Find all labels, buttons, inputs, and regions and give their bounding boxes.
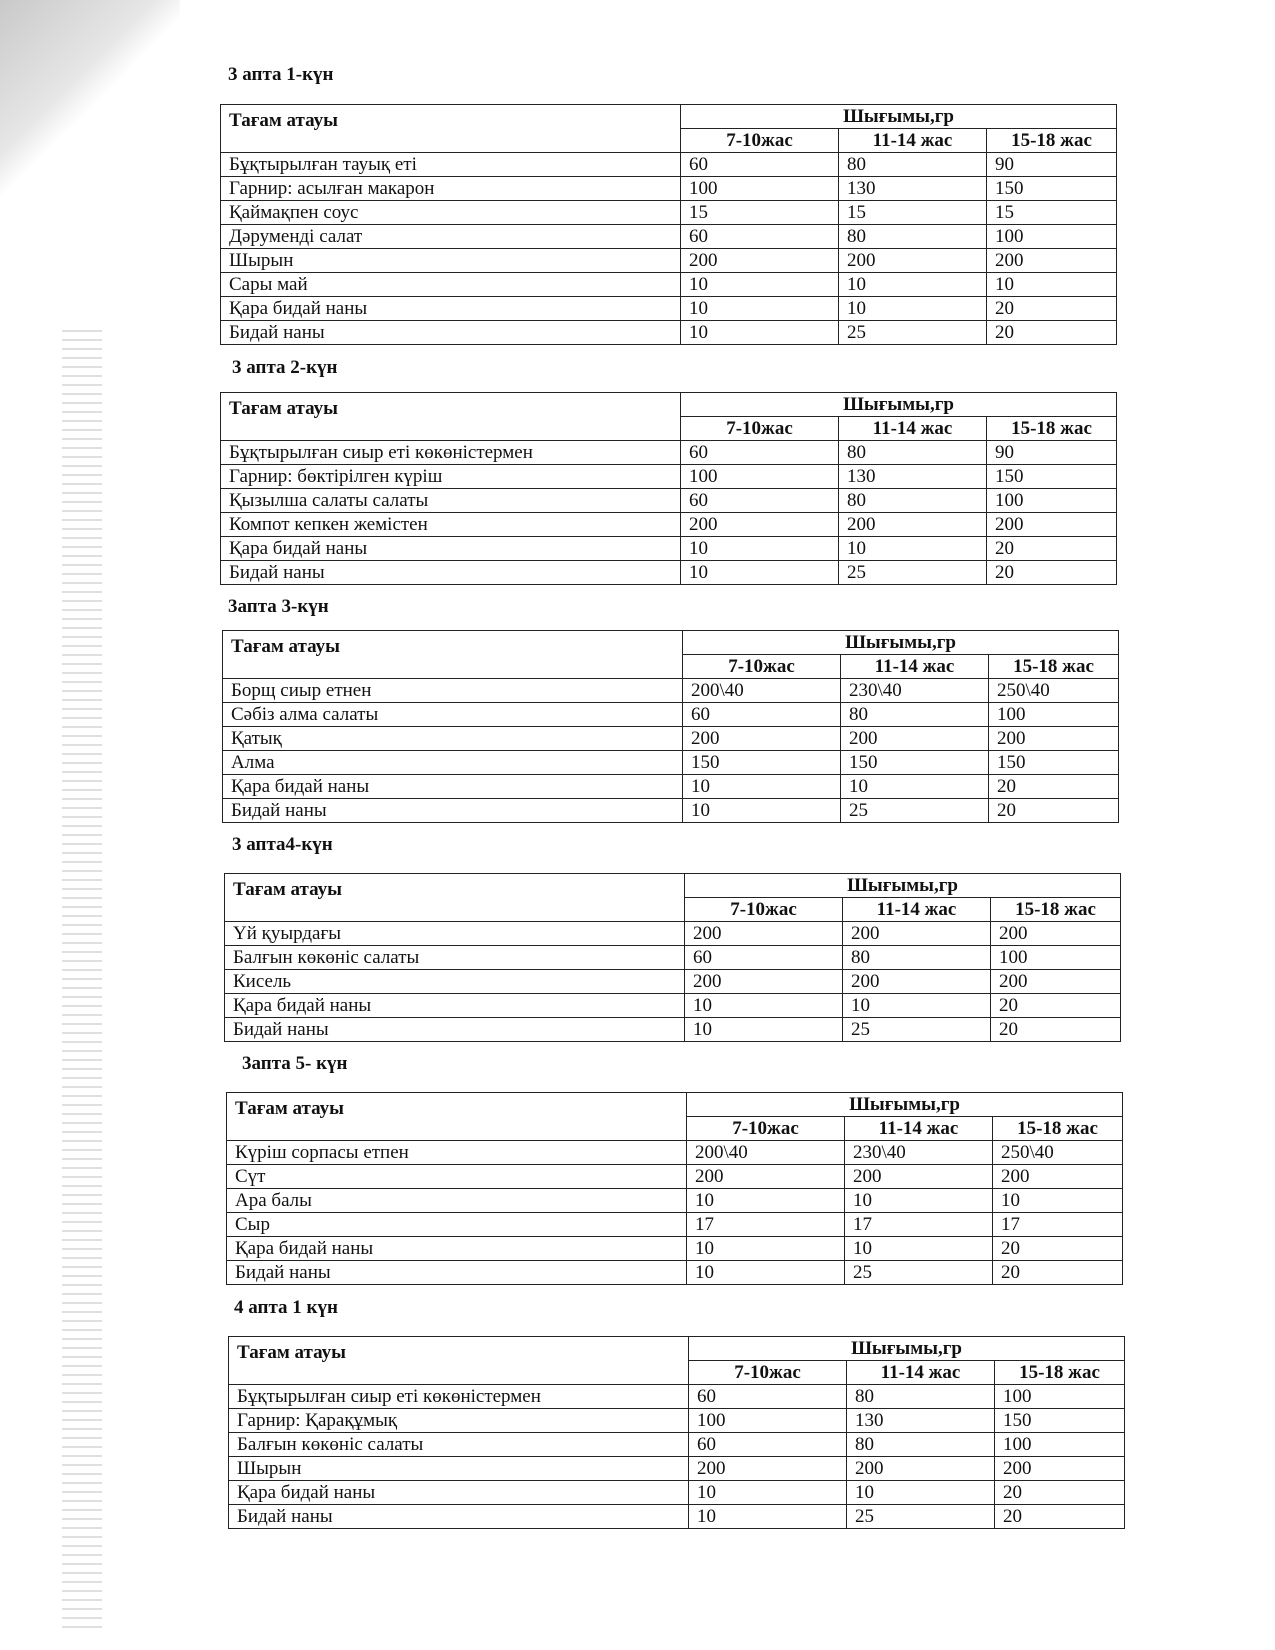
portion-value: 60 bbox=[685, 946, 843, 970]
table-row bbox=[229, 1409, 1125, 1433]
portion-value: 15 bbox=[681, 201, 839, 225]
portion-value: 90 bbox=[987, 441, 1117, 465]
portion-value: 17 bbox=[687, 1213, 845, 1237]
portion-value: 200 bbox=[841, 727, 989, 751]
dish-name: Дәруменді салат bbox=[221, 225, 681, 249]
dish-name: Балғын көкөніс салаты bbox=[225, 946, 685, 970]
dish-name: Балғын көкөніс салаты bbox=[229, 1433, 689, 1457]
menu-table bbox=[220, 104, 1117, 345]
header-row bbox=[225, 874, 1121, 898]
dish-name: Қаймақпен соус bbox=[221, 201, 681, 225]
age-group-header: 15-18 жас bbox=[991, 898, 1121, 922]
output-header: Шығымы,гр bbox=[683, 631, 1119, 655]
table-row bbox=[229, 1385, 1125, 1409]
dish-name: Үй қуырдағы bbox=[225, 922, 685, 946]
portion-value: 15 bbox=[839, 201, 987, 225]
portion-value: 200\40 bbox=[683, 679, 841, 703]
age-group-header: 15-18 жас bbox=[995, 1361, 1125, 1385]
portion-value: 100 bbox=[991, 946, 1121, 970]
portion-value: 25 bbox=[847, 1505, 995, 1529]
dish-name: Қатық bbox=[223, 727, 683, 751]
portion-value: 10 bbox=[681, 537, 839, 561]
dish-name: Сыр bbox=[227, 1213, 687, 1237]
dish-name: Қара бидай наны bbox=[221, 297, 681, 321]
dish-name: Борщ сиыр етнен bbox=[223, 679, 683, 703]
portion-value: 10 bbox=[687, 1189, 845, 1213]
table-row bbox=[221, 537, 1117, 561]
portion-value: 200 bbox=[687, 1165, 845, 1189]
output-header: Шығымы,гр bbox=[687, 1093, 1123, 1117]
portion-value: 80 bbox=[839, 441, 987, 465]
portion-value: 10 bbox=[845, 1189, 993, 1213]
portion-value: 10 bbox=[687, 1261, 845, 1285]
portion-value: 200 bbox=[685, 922, 843, 946]
portion-value: 200 bbox=[839, 249, 987, 273]
portion-value: 80 bbox=[839, 489, 987, 513]
dish-name: Гарнир: асылған макарон bbox=[221, 177, 681, 201]
portion-value: 10 bbox=[687, 1237, 845, 1261]
age-group-header: 7-10жас bbox=[681, 417, 839, 441]
portion-value: 200 bbox=[989, 727, 1119, 751]
portion-value: 100 bbox=[987, 489, 1117, 513]
table-row bbox=[227, 1213, 1123, 1237]
dish-name: Ара балы bbox=[227, 1189, 687, 1213]
portion-value: 10 bbox=[839, 297, 987, 321]
dish-name-header: Тағам атауы bbox=[229, 1337, 689, 1385]
table-row bbox=[227, 1261, 1123, 1285]
header-row bbox=[229, 1337, 1125, 1361]
portion-value: 80 bbox=[843, 946, 991, 970]
table-row bbox=[227, 1165, 1123, 1189]
portion-value: 25 bbox=[841, 799, 989, 823]
dish-name-header: Тағам атауы bbox=[223, 631, 683, 679]
header-row bbox=[227, 1093, 1123, 1117]
portion-value: 60 bbox=[681, 441, 839, 465]
portion-value: 10 bbox=[689, 1481, 847, 1505]
day-title: 3 апта4-күн bbox=[232, 834, 333, 855]
portion-value: 130 bbox=[839, 465, 987, 489]
age-group-header: 7-10жас bbox=[685, 898, 843, 922]
portion-value: 200 bbox=[839, 513, 987, 537]
table-row bbox=[221, 513, 1117, 537]
output-header: Шығымы,гр bbox=[689, 1337, 1125, 1361]
output-header: Шығымы,гр bbox=[681, 393, 1117, 417]
portion-value: 10 bbox=[839, 537, 987, 561]
table-row bbox=[225, 946, 1121, 970]
portion-value: 10 bbox=[839, 273, 987, 297]
table-row bbox=[223, 799, 1119, 823]
portion-value: 20 bbox=[991, 994, 1121, 1018]
portion-value: 17 bbox=[845, 1213, 993, 1237]
portion-value: 100 bbox=[681, 465, 839, 489]
portion-value: 25 bbox=[845, 1261, 993, 1285]
portion-value: 150 bbox=[995, 1409, 1125, 1433]
header-row bbox=[221, 393, 1117, 417]
binding-marks bbox=[62, 330, 102, 1630]
dish-name: Бұқтырылған тауық еті bbox=[221, 153, 681, 177]
dish-name: Қара бидай наны bbox=[227, 1237, 687, 1261]
dish-name: Шырын bbox=[229, 1457, 689, 1481]
dish-name: Қара бидай наны bbox=[221, 537, 681, 561]
portion-value: 200 bbox=[987, 513, 1117, 537]
dish-name: Компот кепкен жемістен bbox=[221, 513, 681, 537]
dish-name: Қара бидай наны bbox=[223, 775, 683, 799]
table-row bbox=[221, 273, 1117, 297]
portion-value: 150 bbox=[989, 751, 1119, 775]
portion-value: 25 bbox=[843, 1018, 991, 1042]
portion-value: 100 bbox=[689, 1409, 847, 1433]
portion-value: 230\40 bbox=[841, 679, 989, 703]
portion-value: 150 bbox=[987, 465, 1117, 489]
dish-name: Қызылша салаты салаты bbox=[221, 489, 681, 513]
portion-value: 80 bbox=[839, 225, 987, 249]
portion-value: 17 bbox=[993, 1213, 1123, 1237]
portion-value: 200 bbox=[685, 970, 843, 994]
table-row bbox=[221, 177, 1117, 201]
portion-value: 25 bbox=[839, 321, 987, 345]
portion-value: 20 bbox=[989, 799, 1119, 823]
age-group-header: 15-18 жас bbox=[993, 1117, 1123, 1141]
portion-value: 20 bbox=[991, 1018, 1121, 1042]
table-row bbox=[221, 441, 1117, 465]
table-row bbox=[229, 1481, 1125, 1505]
header-row bbox=[221, 105, 1117, 129]
portion-value: 80 bbox=[847, 1433, 995, 1457]
age-group-header: 11-14 жас bbox=[847, 1361, 995, 1385]
portion-value: 200 bbox=[689, 1457, 847, 1481]
table-row bbox=[221, 201, 1117, 225]
portion-value: 20 bbox=[995, 1481, 1125, 1505]
portion-value: 10 bbox=[843, 994, 991, 1018]
portion-value: 200 bbox=[681, 249, 839, 273]
portion-value: 230\40 bbox=[845, 1141, 993, 1165]
table-row bbox=[223, 679, 1119, 703]
table-row bbox=[225, 922, 1121, 946]
portion-value: 10 bbox=[681, 273, 839, 297]
age-group-header: 7-10жас bbox=[683, 655, 841, 679]
dish-name: Сәбіз алма салаты bbox=[223, 703, 683, 727]
dish-name: Кисель bbox=[225, 970, 685, 994]
portion-value: 60 bbox=[681, 225, 839, 249]
dish-name: Гарнир: Қарақұмық bbox=[229, 1409, 689, 1433]
day-title: 4 апта 1 күн bbox=[234, 1297, 338, 1318]
portion-value: 10 bbox=[847, 1481, 995, 1505]
dish-name: Бидай наны bbox=[221, 321, 681, 345]
table-row bbox=[225, 970, 1121, 994]
dish-name: Бұқтырылған сиыр еті көкөністермен bbox=[229, 1385, 689, 1409]
portion-value: 200 bbox=[843, 970, 991, 994]
portion-value: 100 bbox=[995, 1385, 1125, 1409]
portion-value: 130 bbox=[839, 177, 987, 201]
dish-name-header: Тағам атауы bbox=[221, 105, 681, 153]
portion-value: 10 bbox=[689, 1505, 847, 1529]
portion-value: 150 bbox=[987, 177, 1117, 201]
portion-value: 25 bbox=[839, 561, 987, 585]
portion-value: 80 bbox=[841, 703, 989, 727]
portion-value: 200\40 bbox=[687, 1141, 845, 1165]
dish-name: Қара бидай наны bbox=[225, 994, 685, 1018]
age-group-header: 11-14 жас bbox=[839, 417, 987, 441]
table-row bbox=[229, 1457, 1125, 1481]
portion-value: 200 bbox=[847, 1457, 995, 1481]
table-row bbox=[221, 321, 1117, 345]
portion-value: 10 bbox=[993, 1189, 1123, 1213]
portion-value: 250\40 bbox=[989, 679, 1119, 703]
table-row bbox=[223, 751, 1119, 775]
table-row bbox=[227, 1189, 1123, 1213]
dish-name: Бидай наны bbox=[225, 1018, 685, 1042]
age-group-header: 15-18 жас bbox=[987, 129, 1117, 153]
portion-value: 10 bbox=[685, 994, 843, 1018]
dish-name-header: Тағам атауы bbox=[225, 874, 685, 922]
portion-value: 200 bbox=[683, 727, 841, 751]
portion-value: 10 bbox=[845, 1237, 993, 1261]
age-group-header: 7-10жас bbox=[687, 1117, 845, 1141]
portion-value: 60 bbox=[683, 703, 841, 727]
age-group-header: 11-14 жас bbox=[843, 898, 991, 922]
portion-value: 20 bbox=[987, 321, 1117, 345]
age-group-header: 7-10жас bbox=[689, 1361, 847, 1385]
dish-name: Күріш сорпасы етпен bbox=[227, 1141, 687, 1165]
portion-value: 60 bbox=[681, 489, 839, 513]
menu-table bbox=[220, 392, 1117, 585]
menu-table bbox=[226, 1092, 1123, 1285]
dish-name: Бидай наны bbox=[223, 799, 683, 823]
portion-value: 130 bbox=[847, 1409, 995, 1433]
table-row bbox=[221, 465, 1117, 489]
table-row bbox=[225, 994, 1121, 1018]
portion-value: 10 bbox=[681, 321, 839, 345]
table-row bbox=[221, 297, 1117, 321]
portion-value: 20 bbox=[989, 775, 1119, 799]
portion-value: 200 bbox=[995, 1457, 1125, 1481]
dish-name-header: Тағам атауы bbox=[221, 393, 681, 441]
dish-name-header: Тағам атауы bbox=[227, 1093, 687, 1141]
portion-value: 80 bbox=[839, 153, 987, 177]
portion-value: 60 bbox=[689, 1433, 847, 1457]
age-group-header: 15-18 жас bbox=[987, 417, 1117, 441]
portion-value: 20 bbox=[987, 537, 1117, 561]
header-row bbox=[223, 631, 1119, 655]
table-row bbox=[223, 703, 1119, 727]
portion-value: 10 bbox=[685, 1018, 843, 1042]
menu-table bbox=[224, 873, 1121, 1042]
portion-value: 250\40 bbox=[993, 1141, 1123, 1165]
portion-value: 10 bbox=[681, 297, 839, 321]
portion-value: 100 bbox=[995, 1433, 1125, 1457]
dish-name: Бұқтырылған сиыр еті көкөністермен bbox=[221, 441, 681, 465]
day-title: 3апта 3-күн bbox=[228, 596, 329, 617]
portion-value: 60 bbox=[681, 153, 839, 177]
age-group-header: 11-14 жас bbox=[839, 129, 987, 153]
portion-value: 20 bbox=[993, 1261, 1123, 1285]
table-row bbox=[229, 1505, 1125, 1529]
dish-name: Гарнир: бөктірілген күріш bbox=[221, 465, 681, 489]
portion-value: 200 bbox=[681, 513, 839, 537]
table-row bbox=[223, 775, 1119, 799]
dish-name: Бидай наны bbox=[229, 1505, 689, 1529]
table-row bbox=[225, 1018, 1121, 1042]
portion-value: 100 bbox=[989, 703, 1119, 727]
table-row bbox=[227, 1141, 1123, 1165]
portion-value: 20 bbox=[993, 1237, 1123, 1261]
portion-value: 20 bbox=[995, 1505, 1125, 1529]
table-row bbox=[221, 489, 1117, 513]
age-group-header: 7-10жас bbox=[681, 129, 839, 153]
portion-value: 10 bbox=[683, 775, 841, 799]
output-header: Шығымы,гр bbox=[681, 105, 1117, 129]
table-row bbox=[229, 1433, 1125, 1457]
portion-value: 100 bbox=[681, 177, 839, 201]
table-row bbox=[221, 225, 1117, 249]
dish-name: Сары май bbox=[221, 273, 681, 297]
table-row bbox=[227, 1237, 1123, 1261]
portion-value: 10 bbox=[681, 561, 839, 585]
table-row bbox=[221, 249, 1117, 273]
day-title: 3апта 5- күн bbox=[242, 1053, 348, 1074]
dish-name: Сүт bbox=[227, 1165, 687, 1189]
portion-value: 90 bbox=[987, 153, 1117, 177]
dish-name: Қара бидай наны bbox=[229, 1481, 689, 1505]
age-group-header: 11-14 жас bbox=[841, 655, 989, 679]
portion-value: 150 bbox=[683, 751, 841, 775]
portion-value: 200 bbox=[845, 1165, 993, 1189]
dish-name: Шырын bbox=[221, 249, 681, 273]
portion-value: 100 bbox=[987, 225, 1117, 249]
dish-name: Бидай наны bbox=[221, 561, 681, 585]
output-header: Шығымы,гр bbox=[685, 874, 1121, 898]
age-group-header: 11-14 жас bbox=[845, 1117, 993, 1141]
dish-name: Алма bbox=[223, 751, 683, 775]
table-row bbox=[221, 153, 1117, 177]
portion-value: 80 bbox=[847, 1385, 995, 1409]
day-title: 3 апта 1-күн bbox=[228, 64, 334, 85]
portion-value: 10 bbox=[841, 775, 989, 799]
portion-value: 200 bbox=[991, 970, 1121, 994]
table-row bbox=[223, 727, 1119, 751]
portion-value: 200 bbox=[843, 922, 991, 946]
portion-value: 10 bbox=[987, 273, 1117, 297]
age-group-header: 15-18 жас bbox=[989, 655, 1119, 679]
portion-value: 150 bbox=[841, 751, 989, 775]
menu-table bbox=[228, 1336, 1125, 1529]
day-title: 3 апта 2-күн bbox=[232, 357, 338, 378]
portion-value: 20 bbox=[987, 561, 1117, 585]
portion-value: 15 bbox=[987, 201, 1117, 225]
menu-table bbox=[222, 630, 1119, 823]
portion-value: 200 bbox=[991, 922, 1121, 946]
portion-value: 200 bbox=[987, 249, 1117, 273]
portion-value: 10 bbox=[683, 799, 841, 823]
portion-value: 200 bbox=[993, 1165, 1123, 1189]
scan-shadow bbox=[0, 0, 180, 220]
dish-name: Бидай наны bbox=[227, 1261, 687, 1285]
table-row bbox=[221, 561, 1117, 585]
portion-value: 20 bbox=[987, 297, 1117, 321]
portion-value: 60 bbox=[689, 1385, 847, 1409]
